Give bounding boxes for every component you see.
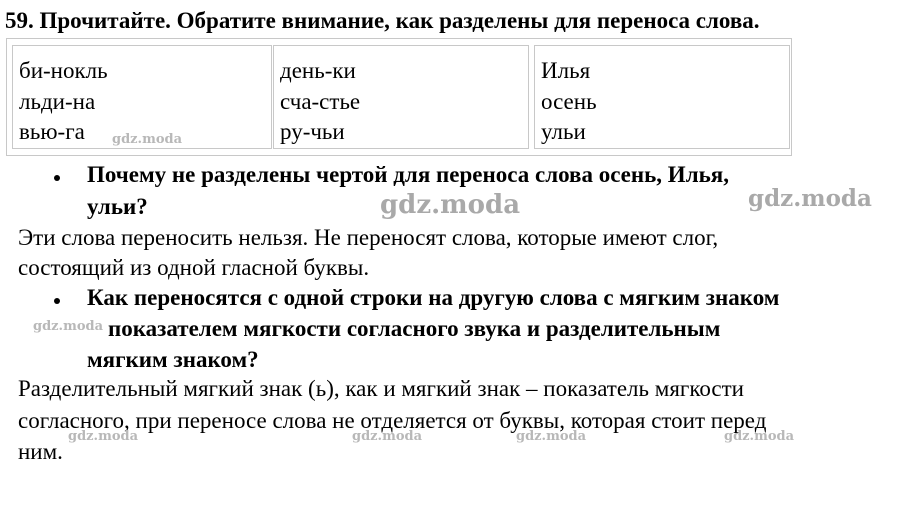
bullet-icon [54,175,60,181]
word-cell: день-ки [280,58,356,83]
word-column-2 [273,45,529,149]
word-cell: вью-га [19,119,85,144]
answer-line: Эти слова переносить нельзя. Не переносят слова, которые имеют слог, [18,225,719,250]
answer-line: Разделительный мягкий знак (ь), как и мягкий знак – показатель мягкости [18,376,744,401]
question-line: показателем мягкости согласного звука и разделительным [108,316,721,341]
watermark-text: gdz.moda [68,429,139,444]
word-cell: ульи [541,119,586,144]
watermark-text: gdz.moda [724,429,795,444]
word-cell: льди-на [19,89,96,114]
watermark-text: gdz.moda [112,132,183,147]
question-line: Почему не разделены чертой для переноса слова осень, Илья, [87,162,729,187]
word-cell: осень [541,89,597,114]
watermark-text: gdz.moda [380,190,521,220]
question-line: Как переносятся с одной строки на другую слова с мягким знаком [87,285,780,310]
question-line: ульи? [87,194,148,219]
answer-line: состоящий из одной гласной буквы. [18,255,370,280]
word-cell: Илья [541,58,591,83]
word-cell: би-нокль [19,58,108,83]
exercise-title: 59. Прочитайте. Обратите внимание, как разделены для переноса слова. [5,8,760,33]
word-cell: сча-стье [280,89,361,114]
watermark-text: gdz.moda [33,319,104,334]
bullet-icon [54,298,60,304]
watermark-text: gdz.moda [748,185,872,212]
answer-line: согласного, при переносе слова не отделяется от буквы, которая стоит перед [18,408,767,433]
watermark-text: gdz.moda [352,429,423,444]
word-cell: ру-чьи [280,119,345,144]
watermark-text: gdz.moda [516,429,587,444]
word-column-3 [534,45,790,149]
question-line: мягким знаком? [87,347,259,372]
answer-line: ним. [18,439,63,464]
